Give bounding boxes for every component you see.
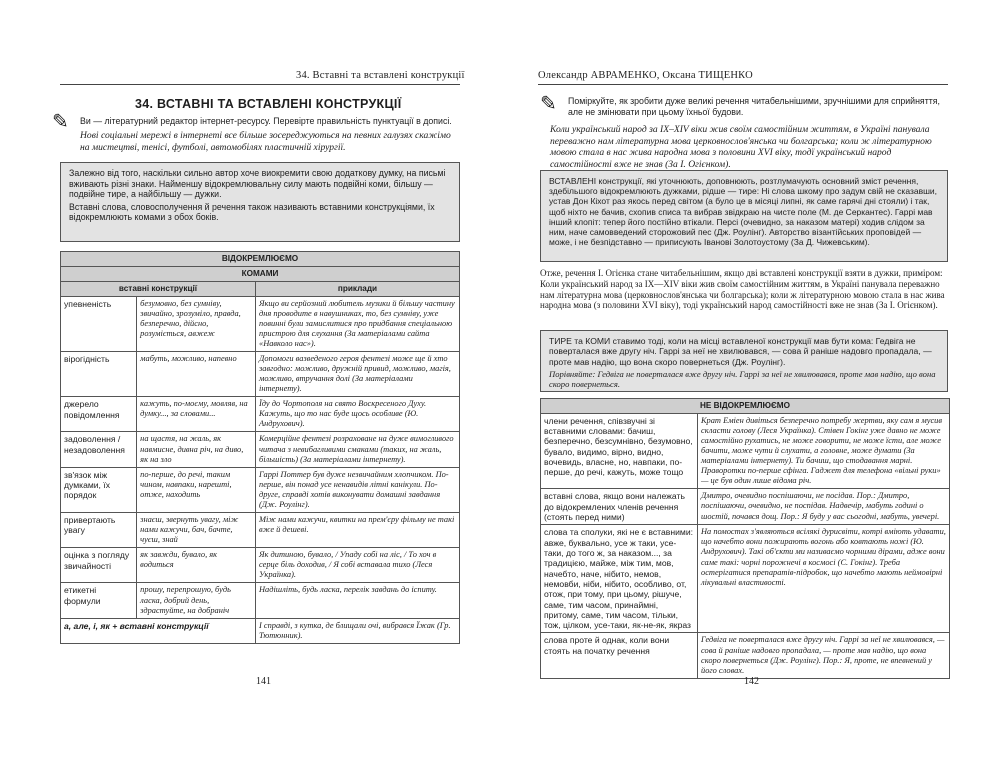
row-example: Допомоги вазведеного героя фентезі може ще й хто завгодно: можливо, дружній привид, можливо, магія, можливо, втручання долі (За матеріалами інтернету).: [256, 351, 460, 396]
separation-table: [60, 251, 460, 644]
table-row: [61, 513, 460, 548]
box-compare: Порівняйте: Гедвіга не поверталася вже другу ніч. Гаррі за неї не хвилювався, проте мав надію, що вона скоро повернеться.: [549, 368, 936, 390]
table-heading: ВІДОКРЕМЛЮЄМО: [61, 252, 460, 267]
row-label: етикетні формули: [61, 583, 137, 618]
non-separation-table: [540, 398, 950, 679]
table-row: [541, 633, 950, 678]
rule-box: [60, 162, 460, 242]
row-example: Крат Еміен дивіться безперечно потребу жертви, яку сам я мусив скласти голову (Леся Українка). Стівен Гокінг уже давно не може самостійно рухатись, не може говорити, не може їсти, але може бачити, може чути й слухати, а головне, може думати (За матеріалами інтернету). Ти бачиш, що стодавання марні. Праворотки по-перше сфінга. Гаджет для телефона «вільні руки» — це був один лише відома річ.: [698, 413, 950, 489]
row-example: Між нами кажучи, квитки на прем'єру фільму не такі вже й дешеві.: [256, 513, 460, 548]
table-row: [61, 351, 460, 396]
row-words: прошу, перепрошую, будь ласка, добрий день, здрастуйте, на добраніч: [137, 583, 256, 618]
paragraph: Отже, речення І. Огієнка стане читабельнішим, якщо дві вставлені конструкції взяти в дужки, приміром: Коли український народ за IX—XIV віки жив своїм самостійним життям, в Україні панувала переважно нам літературна мова (церковнослов'янська чи болгарська); коли ж літературною мовою стала в нас жива народна мова (з половини XVI віку), тоді український народ самостійності вже не знав (За І. Огієнком).: [540, 268, 945, 311]
table-row: [61, 467, 460, 512]
row-example: Комерційне фентезі розраховане на дуже вимогливого читача з невибагливими смаками (таких, на жаль, більшість) (За матеріалами інтернету).: [256, 432, 460, 467]
dash-comma-box: [540, 330, 948, 392]
row-label: слова проте й однак, коли вони стоять на початку речення: [541, 633, 698, 678]
row-example: Гаррі Поттер був дуже незвичайним хлопчиком. По-перше, він понад усе ненавидів літні канікули. По-друге, справді хотів виконувати домашні завдання (Дж. Роулінг).: [256, 467, 460, 512]
row-label: джерело повідомлення: [61, 397, 137, 432]
task-example: Нові соціальні мережі в інтернеті все більше зосереджуються на певних галузях скажімо на мистецтві, тенісі, футболі, автомобілях пластичній хірургії.: [80, 130, 451, 153]
column-header: вставні конструкції: [61, 281, 256, 296]
row-example: Як дитиною, бувало, / Упаду собі на ліс, / То хоч в серце біль доходив, / Я собі вставала тихо (Леся Українка).: [256, 548, 460, 583]
row-words: по-перше, до речі, таким чином, навпаки, нарешті, отже, находить: [137, 467, 256, 512]
table-row: [61, 583, 460, 618]
table-subheading: КОМАМИ: [61, 266, 460, 281]
inserted-constructions-box: [540, 170, 948, 262]
column-header: приклади: [256, 281, 460, 296]
pen-icon: ✎: [52, 111, 69, 133]
row-words: знаєш, звернуть увагу, між нами кажучи, бач, бачте, чуєш, знай: [137, 513, 256, 548]
row-label: члени речення, співзвучні зі вставними словами: бачиш, безперечно, безсумнівно, безумовно, бувало, видимо, вірно, видно, вочевидь, власне, но, навпаки, по-перше, до речі, кажуть, може тощо: [541, 413, 698, 489]
row-label: задоволення / незадоволення: [61, 432, 137, 467]
row-words: на щастя, на жаль, як навмисне, дивна річ, на диво, як на зло: [137, 432, 256, 467]
row-example: На помостах з'являються всілякі дурисвіти, котрі вміють удавати, що начебто вони пожирають вогонь або ковтають ножі (Ю. Андрухович). Такі об'єкти ми називаємо чорними дірами, адже вони саме такі: чорні порожнечі в космосі (С. Гокінг). Треба остерігатися препаратів-підробок, що начебто мають неймовірні лікувальні властивості.: [698, 525, 950, 633]
row-label: зв'язок між думками, їх порядок: [61, 467, 137, 512]
table-row: [61, 548, 460, 583]
rule-box-p1: Залежно від того, наскільки сильно автор хоче виокремити свою додаткову думку, на письмі вживають різні знаки. Найменшу відокремлювальну силу мають подвійні коми, більшу — подвійне тире, а найбільшу — дужки.: [69, 168, 446, 200]
task-text: Ви — літературний редактор інтернет-ресурсу. Перевірте правильність пунктуації в дописі.: [80, 116, 452, 126]
running-head-left: 34. Вставні та вставлені конструкції: [296, 70, 465, 81]
task-example: Коли український народ за IX–XIV віки жив своїм самостійним життям, в Україні панувала переважно нам літературна мова церковнослов'янська чи болгарська; коли ж літературною мовою стала в нас жива народна мова з половини XVI віку, тодї український народ самостійності вже не знав (За І. Огієнком).: [550, 124, 932, 170]
row-example: І справді, з кутка, де блищали очі, вибрався Їжак (Гр. Тютюнник).: [256, 618, 460, 643]
row-words: як завжди, бувало, як водиться: [137, 548, 256, 583]
table-row: [541, 489, 950, 525]
row-label: а, але, і, як + вставні конструкції: [61, 618, 256, 643]
page-number: 142: [744, 676, 759, 687]
row-example: Дмитро, очевидно поспішаючи, не посідав. Пор.: Дмитро, поспішаючи, очевидно, не поспідав. Надвечір, мабуть годині о шостій, почався дощ. Пор.: Я буду у вас сьогодні, мабуть, увечері.: [698, 489, 950, 525]
right-page: [500, 0, 1000, 772]
row-label: вставні слова, якщо вони належать до відокремлених членів речення (стоять перед ними): [541, 489, 698, 525]
table-row: [61, 296, 460, 351]
row-example: Їду до Чортополя на свято Воскресеного Духу. Кажуть, що то нас буде щось особливе (Ю. Андрухович).: [256, 397, 460, 432]
row-words: мабуть, можливо, напевно: [137, 351, 256, 396]
rule-box-p2: Вставні слова, словосполучення й речення також називають вставними конструкціями, їх відокремлюють комами з обох боків.: [69, 201, 435, 223]
table-row: [61, 397, 460, 432]
row-label: вірогідність: [61, 351, 137, 396]
page-title: 34. ВСТАВНІ ТА ВСТАВЛЕНІ КОНСТРУКЦІЇ: [135, 97, 402, 111]
row-words: безумовно, без сумніву, звичайно, зрозуміло, правда, безперечно, дійсно, розуміється, авжеж: [137, 296, 256, 351]
row-example: Гедвіга не поверталася вже другу ніч. Гаррі за неї не хвилювався, — сова й раніше надовго пропадала, — проте мав надію, що вона скоро повернеться (Дж. Роулінг). Пор.: Я, проте, не впевнений у його словах.: [698, 633, 950, 678]
box-text: ВСТАВЛЕНІ конструкції, які уточнюють, доповнюють, розтлумачують основний зміст речення, здебільшого відокремлюють дужками, рідше — тире: Ні слова шкому про задум свій не сказавши, устав Дон Кіхот раз якось перед світом (а було це в місяці липні, як саме гарячі дні стояли) і так, щоб ніхто не бачив, схопив списа та вибрав звідкраю на чисте поле (М. де Серкантес). Гаррі мав інший клопіт: тепер його постійно втікали. Персі (очевидно, за наказом матері) ходив слідом за ним, наче самовведений сторожовий пес (Дж. Роулінг). Авторство візантійських проповідей — може, і не безпідставно — приписують Іванові Золотоустому (За Д. Чижевським).: [549, 176, 938, 248]
header-rule: [60, 84, 460, 85]
table-row: [541, 525, 950, 633]
page-number: 141: [256, 676, 271, 687]
row-label: оцінка з погляду звичайності: [61, 548, 137, 583]
row-label: упевненість: [61, 296, 137, 351]
table-heading: НЕ ВІДОКРЕМЛЮЄМО: [541, 399, 950, 414]
row-label: слова та сполуки, які не є вставними: авже, буквально, усе ж таки, усе-таки, до того ж, за наказом..., за традицією, майже, між тим, мов, начебто, наче, нібито, немов, немовби, ніби, нібито, особливо, от, отож, при тому, при цьому, рішуче, саме, тим часом, принаймні, притому, саме, тим часом, тільки, тож, цілком, усе-таки, як-не-як, якраз: [541, 525, 698, 633]
header-rule: [538, 84, 948, 85]
table-row: [61, 432, 460, 467]
task-text: Поміркуйте, як зробити дуже великі речення читабельнішими, зручнішими для сприйняття, але не змінювати при цьому їхньої будови.: [568, 96, 940, 117]
table-row: [61, 618, 460, 643]
box-text: ТИРЕ та КОМИ ставимо тоді, коли на місці вставленої конструкції мав бути кома: Гедвіга не поверталася вже другу ніч. Гаррі за неї не хвилювався, — сова й раніше надовго пропадала, — проте мав надію, що вона скоро повернеться (Дж. Роулінг).: [549, 336, 932, 367]
row-example: Якщо ви серйозний любитель музики й більшу частину дня проводите в навушниках, то, без сумніву, уже повинні були замислитися про придбання спеціальною пристрою для слухання (За матеріалами сайта «Навколо нас»).: [256, 296, 460, 351]
running-head-right: Олександр АВРАМЕНКО, Оксана ТИЩЕНКО: [538, 70, 753, 81]
table-row: [541, 413, 950, 489]
row-label: привертають увагу: [61, 513, 137, 548]
row-words: кажуть, по-моєму, мовляв, на думку..., за словами...: [137, 397, 256, 432]
pen-icon: ✎: [540, 93, 557, 115]
row-example: Надішліть, будь ласка, перелік завдань до іспиту.: [256, 583, 460, 618]
